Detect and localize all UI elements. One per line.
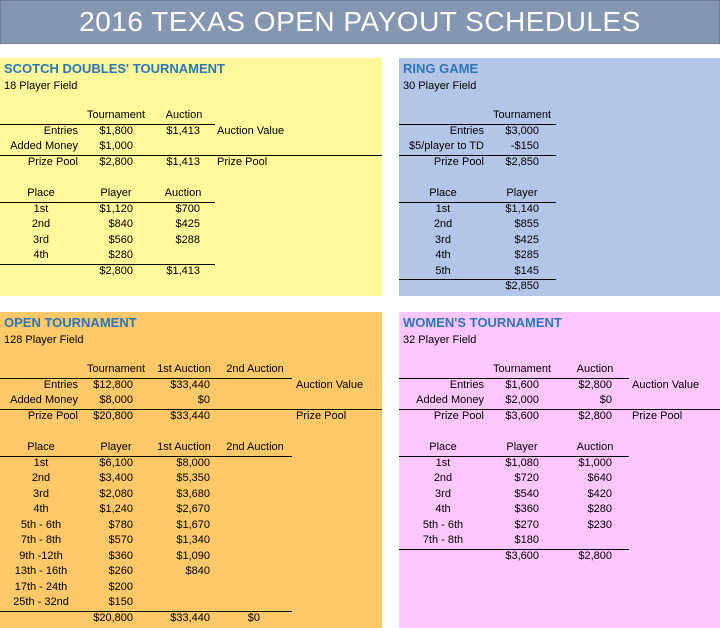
summary-row [399, 393, 720, 409]
place-row [399, 502, 720, 518]
table-cell: Entries [43, 124, 78, 137]
table-cell: $2,800 [99, 155, 133, 168]
column-header: Auction [164, 187, 202, 199]
place-header-row [0, 186, 382, 202]
table-cell: $425 [514, 233, 539, 246]
table-cell: 3rd [33, 487, 49, 500]
table-cell: $2,080 [99, 487, 133, 500]
summary-row [0, 393, 382, 409]
table-cell: $20,800 [93, 611, 133, 624]
column-header: Place [27, 187, 55, 199]
table-cell: $3,680 [176, 487, 210, 500]
table-cell: $360 [514, 503, 539, 515]
table-cell: $288 [175, 233, 200, 246]
table-cell: $230 [587, 518, 612, 531]
table-cell: $6,100 [99, 456, 133, 469]
table-cell: $1,120 [99, 202, 133, 215]
table-cell: Entries [449, 124, 484, 137]
table-cell: Added Money [10, 140, 78, 152]
table-cell: $280 [587, 503, 612, 515]
table-cell: 7th - 8th [20, 534, 62, 546]
summary-row [0, 378, 382, 394]
table-cell: $2,850 [505, 155, 539, 168]
column-header: Player [100, 187, 132, 199]
totals-row [399, 279, 720, 295]
place-row [0, 248, 382, 264]
table-cell: $270 [514, 518, 539, 531]
table-cell: $3,600 [505, 549, 539, 562]
table-cell: 1st [435, 202, 451, 215]
table-cell: $360 [108, 549, 133, 562]
summary-header-row [399, 108, 720, 124]
place-row [0, 202, 382, 218]
column-header: Auction [165, 109, 203, 121]
place-row [399, 471, 720, 487]
place-row [0, 233, 382, 249]
table-cell: 1st [33, 456, 49, 469]
place-row [0, 533, 382, 549]
table-cell: $3,000 [505, 124, 539, 137]
womens-payout-table [399, 362, 720, 622]
panel-field-size: 128 Player Field [4, 334, 84, 346]
place-header-row [399, 440, 720, 456]
table-cell: 1st [33, 202, 49, 215]
table-cell: 1st [435, 456, 451, 469]
table-cell: Entries [449, 378, 484, 391]
column-header: Tournament [492, 363, 552, 375]
column-header: Tournament [86, 363, 146, 375]
table-cell: 2nd [31, 472, 51, 484]
place-row [399, 533, 720, 549]
place-row [0, 487, 382, 503]
table-cell: $2,800 [578, 409, 612, 422]
table-cell: $1,080 [505, 456, 539, 469]
table-cell: $2,800 [578, 378, 612, 391]
page-title: 2016 TEXAS OPEN PAYOUT SCHEDULES [79, 6, 641, 37]
column-header: 2nd Auction [226, 363, 284, 375]
totals-row [0, 611, 382, 627]
table-cell: Prize Pool [217, 155, 268, 168]
table-cell: Prize Pool [433, 409, 484, 422]
place-row [399, 248, 720, 264]
panel-field-size: 32 Player Field [403, 334, 477, 346]
table-cell: $2,850 [505, 280, 539, 292]
table-cell: $720 [514, 472, 539, 484]
table-cell: $33,440 [170, 409, 210, 422]
table-cell: Prize Pool [27, 409, 78, 422]
table-cell: $200 [108, 580, 133, 593]
table-cell: 2nd [433, 218, 453, 230]
place-row [399, 456, 720, 472]
place-row [399, 202, 720, 218]
table-cell: $1,413 [166, 155, 200, 168]
table-cell: -$150 [510, 140, 539, 152]
column-header: Auction [576, 441, 614, 453]
table-cell: $2,800 [578, 549, 612, 562]
summary-header-row [0, 108, 382, 124]
table-cell: Auction Value [632, 378, 700, 391]
table-cell: $145 [514, 264, 539, 277]
table-cell: $2,670 [176, 503, 210, 515]
panel-title: WOMEN'S TOURNAMENT [403, 315, 562, 330]
table-cell: $1,000 [578, 456, 612, 469]
table-cell: $0 [197, 394, 210, 406]
place-row [0, 471, 382, 487]
column-header: Player [506, 187, 538, 199]
table-cell: $1,413 [166, 124, 200, 137]
column-header: 1st Auction [157, 441, 211, 453]
place-row [399, 487, 720, 503]
table-cell: $180 [514, 534, 539, 546]
table-cell: $420 [587, 487, 612, 500]
table-cell: $20,800 [93, 409, 133, 422]
table-cell: $8,000 [176, 456, 210, 469]
column-header: Place [429, 441, 457, 453]
place-row [0, 549, 382, 565]
table-cell: $3,600 [505, 409, 539, 422]
summary-row [399, 124, 720, 140]
table-cell: $150 [108, 596, 133, 608]
table-cell: 4th [33, 503, 49, 515]
table-cell: $840 [185, 565, 210, 577]
open-tournament-panel [0, 312, 382, 628]
table-cell: $2,000 [505, 394, 539, 406]
table-cell: $33,440 [170, 378, 210, 391]
table-cell: $1,800 [99, 124, 133, 137]
table-cell: 3rd [435, 487, 451, 500]
table-cell: $855 [514, 218, 539, 230]
table-cell: $3,400 [99, 472, 133, 484]
place-row [399, 264, 720, 280]
table-cell: 7th - 8th [422, 534, 464, 546]
table-cell: 9th -12th [19, 549, 63, 562]
table-cell: $780 [108, 518, 133, 531]
table-cell: 13th - 16th [14, 565, 68, 577]
place-row [0, 217, 382, 233]
column-header: Player [506, 441, 538, 453]
table-cell: $1,140 [505, 202, 539, 215]
column-header: Place [429, 187, 457, 199]
table-cell: $560 [108, 233, 133, 246]
summary-row [399, 378, 720, 394]
table-cell: Added Money [416, 394, 484, 406]
womens-tournament-panel [399, 312, 720, 628]
summary-header-row [0, 362, 382, 378]
table-cell: $1,600 [505, 378, 539, 391]
table-cell: $285 [514, 249, 539, 261]
totals-row [399, 549, 720, 565]
table-cell: $260 [108, 565, 133, 577]
table-cell: 3rd [435, 233, 451, 246]
panel-field-size: 30 Player Field [403, 80, 477, 92]
place-row [399, 233, 720, 249]
table-cell: $8,000 [99, 394, 133, 406]
table-cell: Prize Pool [296, 409, 347, 422]
summary-row [399, 139, 720, 155]
panel-title: OPEN TOURNAMENT [4, 315, 137, 330]
table-cell: $540 [514, 487, 539, 500]
table-cell: $280 [108, 249, 133, 261]
ring-game-panel [399, 58, 720, 296]
summary-row [399, 155, 720, 171]
open-payout-table [0, 362, 382, 622]
column-header: 1st Auction [157, 363, 211, 375]
table-cell: Prize Pool [433, 155, 484, 168]
place-row [0, 456, 382, 472]
panel-title: RING GAME [403, 61, 479, 76]
panel-field-size: 18 Player Field [4, 80, 78, 92]
place-row [0, 580, 382, 596]
table-cell: Prize Pool [27, 155, 78, 168]
table-cell: 2nd [31, 218, 51, 230]
table-cell: $12,800 [93, 378, 133, 391]
table-cell: 5th - 6th [422, 518, 464, 531]
place-header-row [0, 440, 382, 456]
table-cell: $570 [108, 534, 133, 546]
table-cell: $0 [247, 611, 260, 624]
table-cell: 5th - 6th [20, 518, 62, 531]
table-cell: $425 [175, 218, 200, 230]
totals-row [0, 264, 382, 280]
table-cell: 25th - 32nd [13, 596, 69, 608]
title-bar [0, 0, 720, 44]
column-header: Place [27, 441, 55, 453]
place-header-row [399, 186, 720, 202]
panel-title: SCOTCH DOUBLES' TOURNAMENT [4, 61, 225, 76]
place-row [0, 502, 382, 518]
table-cell: $33,440 [170, 611, 210, 624]
summary-row [0, 124, 382, 140]
table-cell: $840 [108, 218, 133, 230]
table-cell: $5/player to TD [408, 140, 484, 152]
table-cell: Added Money [10, 394, 78, 406]
table-cell: 2nd [433, 472, 453, 484]
table-cell: $2,800 [99, 264, 133, 277]
table-cell: Entries [43, 378, 78, 391]
table-cell: $640 [587, 472, 612, 484]
column-header: Player [100, 441, 132, 453]
table-cell: 17th - 24th [14, 580, 68, 593]
table-cell: 4th [33, 249, 49, 261]
place-row [0, 595, 382, 611]
column-header: Auction [576, 363, 614, 375]
table-cell: $1,340 [176, 534, 210, 546]
scotch-doubles-panel [0, 58, 382, 296]
summary-row [0, 409, 382, 425]
table-cell: 5th [435, 264, 451, 277]
table-cell: Prize Pool [632, 409, 683, 422]
summary-row [399, 409, 720, 425]
place-row [0, 518, 382, 534]
table-cell: $1,670 [176, 518, 210, 531]
table-cell: Auction Value [296, 378, 364, 391]
column-header: 2nd Auction [226, 441, 284, 453]
table-cell: $700 [175, 202, 200, 215]
place-row [0, 564, 382, 580]
table-cell: $1,000 [99, 140, 133, 152]
summary-row [0, 155, 382, 171]
place-row [399, 217, 720, 233]
table-cell: $1,090 [176, 549, 210, 562]
table-cell: Auction Value [217, 124, 285, 137]
table-cell: $0 [599, 394, 612, 406]
table-cell: 4th [435, 503, 451, 515]
table-cell: 3rd [33, 233, 49, 246]
summary-row [0, 139, 382, 155]
table-cell: $1,240 [99, 503, 133, 515]
column-header: Tournament [86, 109, 146, 121]
summary-header-row [399, 362, 720, 378]
table-cell: 4th [435, 249, 451, 261]
column-header: Tournament [492, 109, 552, 121]
place-row [399, 518, 720, 534]
table-cell: $5,350 [176, 472, 210, 484]
table-cell: $1,413 [166, 264, 200, 277]
